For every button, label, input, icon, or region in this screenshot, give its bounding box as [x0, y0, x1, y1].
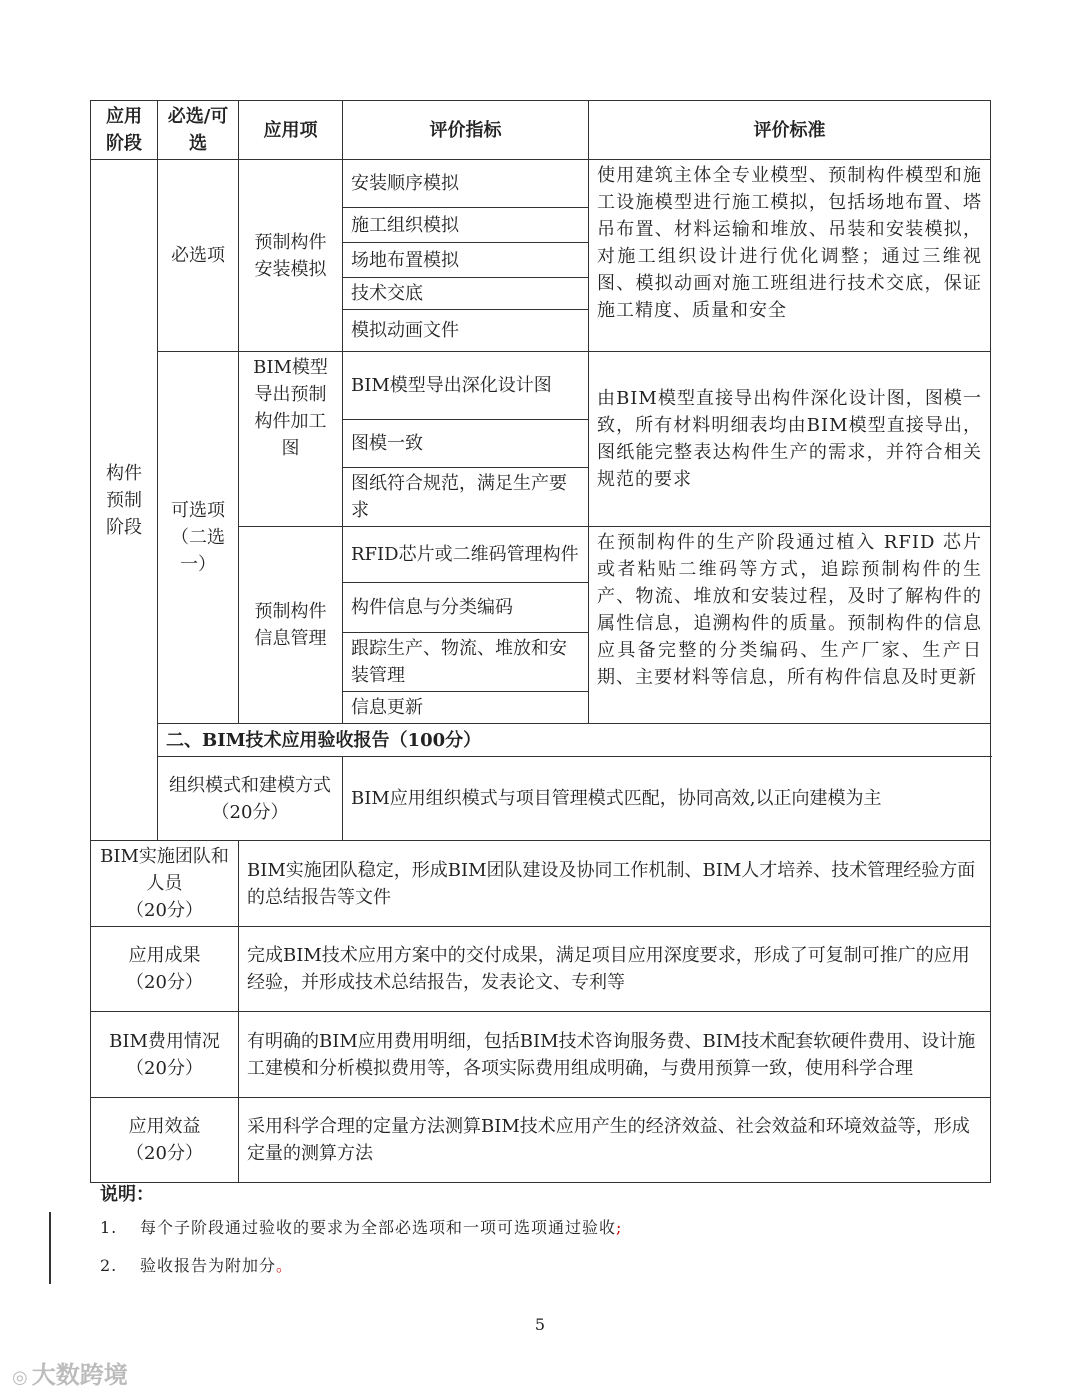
group1-item: 预制构件安装模拟 — [239, 160, 343, 352]
section2-row-desc: BIM应用组织模式与项目管理模式匹配，协同高效,以正向建模为主 — [343, 757, 991, 841]
group1-type: 必选项 — [158, 160, 239, 352]
watermark-logo-icon: ◎ — [12, 1367, 28, 1388]
page-number: 5 — [534, 1315, 546, 1334]
notes-title: 说明： — [100, 1184, 154, 1205]
group3-item: 预制构件信息管理 — [239, 527, 343, 724]
section2-title: 二、BIM技术应用验收报告（100分） — [158, 724, 991, 757]
section2-row-label: BIM费用情况 （20分） — [91, 1012, 239, 1098]
section2-row-label: BIM实施团队和人员 （20分） — [91, 841, 239, 927]
header-item: 应用项 — [239, 101, 343, 160]
section2-row-desc: 采用科学合理的定量方法测算BIM技术应用产生的经济效益、社会效益和环境效益等，形成定量的测算方法 — [239, 1098, 991, 1183]
group2-indicator: 图纸符合规范，满足生产要求 — [343, 468, 589, 527]
note-item: 2. 验收报告为附加分。 — [100, 1256, 294, 1275]
optional-type: 可选项（二选一） — [158, 352, 239, 724]
stage-cell: 构件预制阶段 — [91, 160, 158, 841]
watermark: ◎ 大数跨境 — [12, 1361, 128, 1389]
group3-standard: 在预制构件的生产阶段通过植入 RFID 芯片或者粘贴二维码等方式，追踪预制构件的生产、物流、堆放和安装过程，及时了解构件的属性信息，追溯构件的质量。预制构件的信息应具备完整的分类编码、生产厂家、生产日期、主要材料等信息，所有构件信息及时更新 — [589, 527, 991, 724]
evaluation-table — [90, 100, 991, 1183]
header-standard: 评价标准 — [589, 101, 991, 160]
table-header-row — [91, 101, 991, 160]
group1-indicator: 场地布置模拟 — [343, 243, 589, 278]
group3-indicator: 构件信息与分类编码 — [343, 583, 589, 633]
section2-row-desc: 有明确的BIM应用费用明细，包括BIM技术咨询服务费、BIM技术配套软硬件费用、设计施工建模和分析模拟费用等，各项实际费用组成明确，与费用预算一致，使用科学合理 — [239, 1012, 991, 1098]
header-indicator: 评价指标 — [343, 101, 589, 160]
section2-row-label: 组织模式和建模方式 （20分） — [158, 757, 343, 841]
group1-standard: 使用建筑主体全专业模型、预制构件模型和施工设施模型进行施工模拟，包括场地布置、塔吊布置、材料运输和堆放、吊装和安装模拟，对施工组织设计进行优化调整；通过三维视图、模拟动画对施工班组进行技术交底，保证施工精度、质量和安全 — [589, 160, 991, 352]
group1-indicator: 施工组织模拟 — [343, 208, 589, 243]
group2-indicator: BIM模型导出深化设计图 — [343, 352, 589, 420]
note-item: 1. 每个子阶段通过验收的要求为全部必选项和一项可选项通过验收; — [100, 1218, 623, 1237]
group2-item: BIM模型导出预制构件加工图 — [239, 352, 343, 527]
group1-indicator: 模拟动画文件 — [343, 310, 589, 352]
group2-standard: 由BIM模型直接导出构件深化设计图，图模一致，所有材料明细表均由BIM模型直接导出，图纸能完整表达构件生产的需求，并符合相关规范的要求 — [589, 352, 991, 527]
header-stage: 应用阶段 — [91, 101, 158, 160]
group1-indicator: 安装顺序模拟 — [343, 160, 589, 208]
group3-indicator: RFID芯片或二维码管理构件 — [343, 527, 589, 583]
group3-indicator: 信息更新 — [343, 692, 589, 724]
section2-row-label: 应用效益 （20分） — [91, 1098, 239, 1183]
header-required: 必选/可选 — [158, 101, 239, 160]
revision-bar — [49, 1212, 51, 1284]
section2-row-desc: BIM实施团队稳定，形成BIM团队建设及协同工作机制、BIM人才培养、技术管理经验方面的总结报告等文件 — [239, 841, 991, 927]
group2-indicator: 图模一致 — [343, 420, 589, 468]
group3-indicator: 跟踪生产、物流、堆放和安装管理 — [343, 633, 589, 692]
section2-row-label: 应用成果 （20分） — [91, 927, 239, 1012]
group1-indicator: 技术交底 — [343, 278, 589, 310]
section2-row-desc: 完成BIM技术应用方案中的交付成果，满足项目应用深度要求，形成了可复制可推广的应用经验，并形成技术总结报告，发表论文、专利等 — [239, 927, 991, 1012]
